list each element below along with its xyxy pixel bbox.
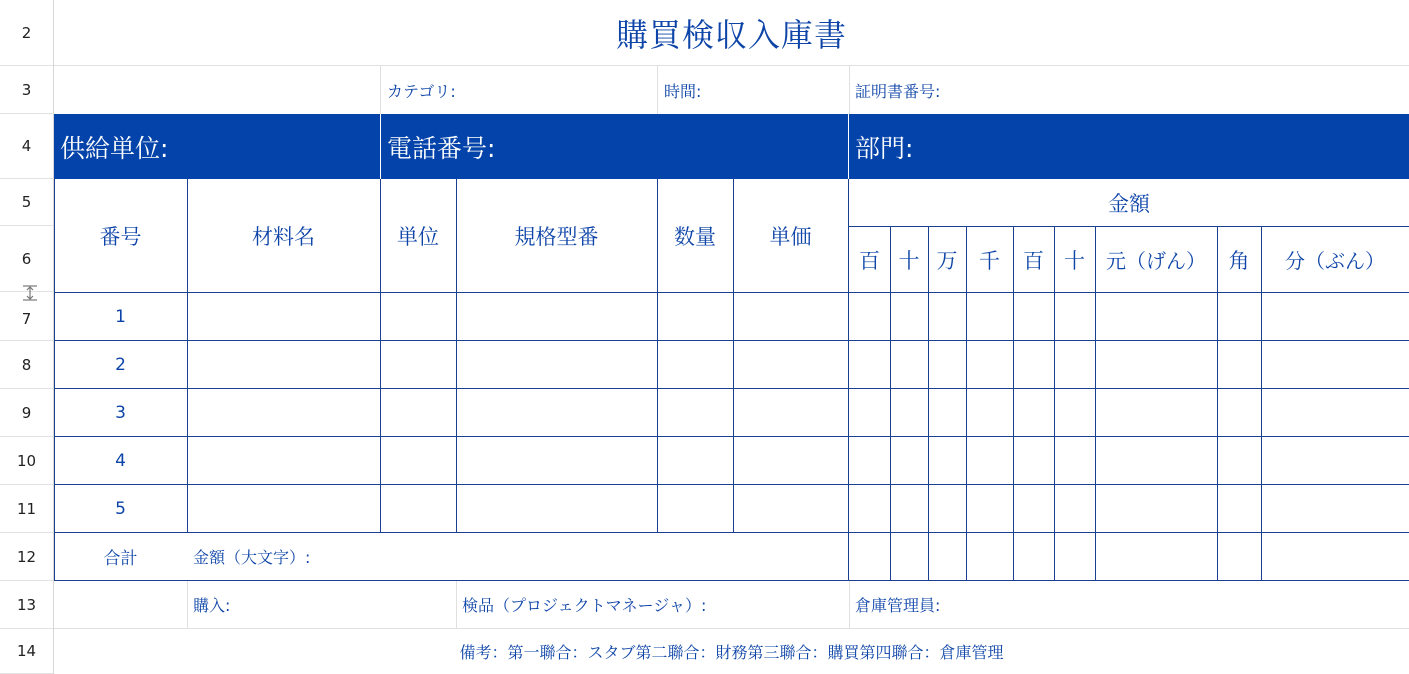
item-number[interactable]: 1 — [115, 306, 126, 327]
row-number[interactable]: 7 — [0, 292, 53, 341]
row-resize-icon[interactable] — [21, 284, 39, 302]
digit-ten: 十 — [1064, 248, 1085, 273]
inspection-signature-label[interactable]: 検品（プロジェクトマネージャ）: — [462, 596, 707, 615]
spreadsheet-grid[interactable] — [54, 0, 1409, 674]
amount-in-words-label[interactable]: 金額（大文字）: — [193, 548, 311, 567]
header-amount: 金額 — [1108, 191, 1150, 216]
row-number[interactable]: 11 — [0, 485, 53, 533]
item-number[interactable]: 3 — [115, 402, 126, 423]
row-number[interactable]: 12 — [0, 533, 53, 581]
digit-yuan: 元（げん） — [1106, 249, 1206, 273]
digit-fen: 分（ぶん） — [1285, 249, 1385, 273]
item-number[interactable]: 5 — [115, 498, 126, 519]
row-number[interactable]: 8 — [0, 341, 53, 389]
digit-ten-10k: 十 — [898, 248, 920, 273]
row-number[interactable]: 14 — [0, 629, 53, 674]
header-spec: 規格型番 — [514, 224, 599, 249]
item-number[interactable]: 4 — [115, 450, 126, 471]
category-label[interactable]: カテゴリ: — [387, 81, 456, 101]
header-unit-price: 単価 — [769, 224, 812, 249]
row-header-column — [0, 0, 54, 674]
header-material-name: 材料名 — [252, 224, 315, 249]
row-number[interactable]: 6 — [0, 226, 53, 292]
row-number[interactable]: 5 — [0, 179, 53, 226]
supplier-label[interactable]: 供給単位: — [60, 133, 169, 163]
item-number[interactable]: 2 — [115, 354, 126, 375]
row-number[interactable]: 3 — [0, 66, 53, 114]
remarks-text[interactable]: 備考：第一聯合：スタブ第二聯合：財務第三聯合：購買第四聯合：倉庫管理 — [459, 643, 1004, 662]
header-number: 番号 — [99, 224, 142, 249]
total-label[interactable]: 合計 — [103, 549, 138, 569]
warehouse-keeper-label[interactable]: 倉庫管理員: — [855, 596, 941, 615]
phone-label[interactable]: 電話番号: — [387, 133, 496, 163]
digit-hundred: 百 — [1023, 248, 1044, 273]
row-number[interactable]: 2 — [0, 0, 53, 66]
certificate-number-label[interactable]: 証明書番号: — [855, 81, 941, 101]
row-number[interactable]: 4 — [0, 114, 53, 179]
row-number[interactable]: 13 — [0, 581, 53, 629]
purchase-signature-label[interactable]: 購入: — [193, 596, 231, 615]
row-number[interactable]: 10 — [0, 437, 53, 485]
header-quantity: 数量 — [674, 224, 716, 249]
department-label[interactable]: 部門: — [855, 133, 914, 163]
form-title: 購買検収入庫書 — [615, 15, 847, 54]
digit-jiao: 角 — [1228, 248, 1250, 273]
time-label[interactable]: 時間: — [664, 81, 702, 101]
digit-ten-thousand: 万 — [936, 248, 958, 273]
row-number[interactable]: 9 — [0, 389, 53, 437]
header-unit: 単位 — [397, 224, 439, 249]
digit-thousand: 千 — [979, 248, 1000, 273]
digit-hundred-10k: 百 — [859, 248, 880, 273]
